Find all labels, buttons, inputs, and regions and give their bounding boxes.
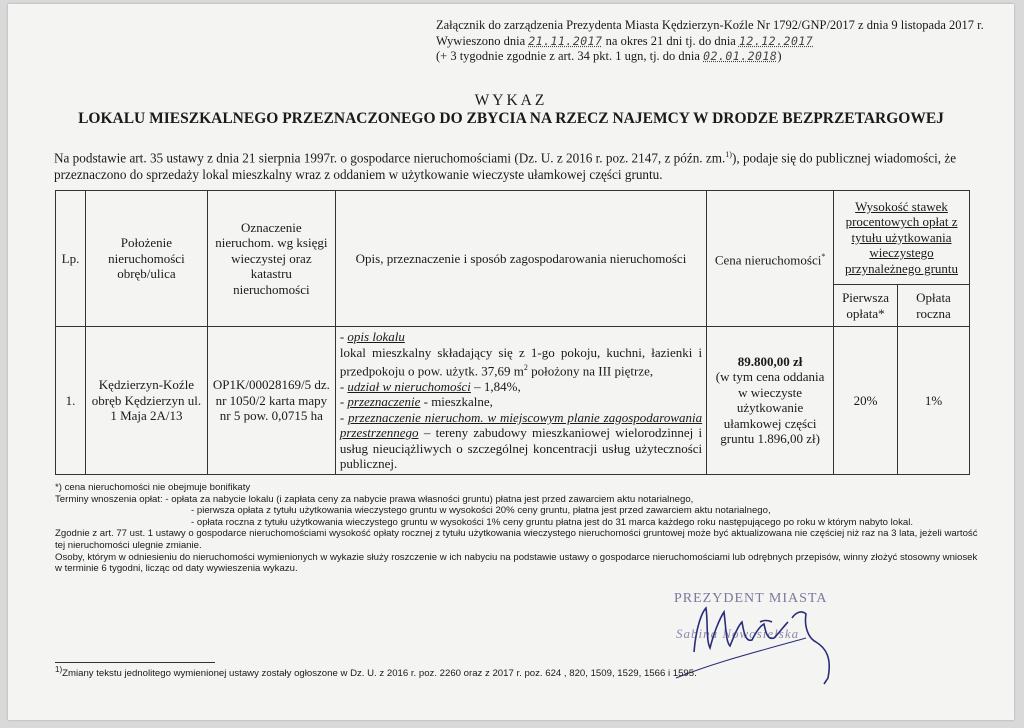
extension-close: ) bbox=[777, 49, 782, 63]
stamp-name: Sabina Nowosielska bbox=[676, 626, 800, 641]
intro-text-cont: ), podaje się do publicznej wiadomości, że przeznaczono do sprzedaży lokal mieszkalny wraz z oddaniem w użytkowanie wieczyste ułamkowej części gruntu. bbox=[54, 150, 957, 183]
footnote-price: *) cena nieruchomości nie obejmuje bonifikaty bbox=[55, 482, 251, 493]
header-price-mark: * bbox=[821, 252, 826, 262]
posted-label: Wywieszono dnia bbox=[436, 33, 529, 48]
plan-label: przeznaczenie nieruchom. w miejscowym planie zagospodarowania przestrzennego bbox=[339, 409, 703, 441]
purpose-dash: - bbox=[339, 394, 348, 410]
law-footnote-text: Zmiany tekstu jednolitego wymienionej ustawy zostały ogłoszone w Dz. U. z 2016 r. poz. 2260 oraz z 2017 r. poz. 624 , 820, 1509, 1529, 1566 i 1595. bbox=[62, 668, 697, 680]
footnote-annual-fee: - opłata roczna z tytułu użytkowania wieczystego gruntu w wysokości 1% ceny gruntu płatna jest do 31 marca każdego roku następującego po roku w którym nabyto lokal. bbox=[191, 516, 914, 528]
header-line-1: Załącznik do zarządzenia Prezydenta Miasta Kędzierzyn-Koźle Nr 1792/GNP/2017 z dnia 9 listopada 2017 r. bbox=[436, 18, 984, 32]
header-rates bbox=[834, 191, 970, 285]
document-title: WYKAZ bbox=[474, 92, 548, 109]
cell-location: Kędzierzyn-Koźle obręb Kędzierzyn ul. 1 Maja 2A/13 bbox=[85, 327, 207, 475]
desc-text: lokal mieszkalny składający się z 1-go pokoju, kuchni, łazienki i przedpokoju o pow. użytk. 37,69 m bbox=[339, 344, 703, 379]
until-date-handwritten: 12.12.2017 bbox=[738, 33, 814, 48]
cell-annual-fee: 1% bbox=[898, 327, 970, 475]
header-description: Opis, przeznaczenie i sposób zagospodarowania nieruchomości bbox=[335, 191, 706, 327]
intro-text: Na podstawie art. 35 ustawy z dnia 21 sierpnia 1997r. o gospodarce nieruchomościami (Dz. U. z 2016 r. poz. 2147, z późn. zm. bbox=[54, 150, 726, 166]
header-line-3 bbox=[436, 49, 984, 65]
intro-footnote-ref: 1) bbox=[725, 150, 732, 159]
table-row bbox=[56, 327, 970, 475]
cell-first-fee: 20% bbox=[834, 327, 898, 475]
footnote-claims: Osoby, którym w odniesieniu do nieruchomości wymienionych w wykazie służy roszczenie w ich nabyciu na podstawie ustawy o gospodarce nieruchomościami lub odrębnych przepisów, winny złożyć stosowny wniosek w terminie 6 tygodni, licząc od daty wywieszenia wykazu. bbox=[55, 551, 978, 575]
header-price-label: Cena nieruchomości bbox=[714, 252, 822, 268]
extension-label: (+ 3 tygodnie zgodnie z art. 34 pkt. 1 ugn, tj. do dnia bbox=[436, 49, 704, 63]
document-page bbox=[8, 4, 1014, 720]
cell-designation: OP1K/00028169/5 dz. nr 1050/2 karta mapy nr 5 pow. 0,0715 ha bbox=[207, 327, 335, 475]
header-lp: Lp. bbox=[56, 191, 86, 327]
share-label: udział w nieruchomości bbox=[347, 378, 471, 394]
price-detail: (w tym cena oddania w wieczyste użytkowanie ułamkowej części gruntu 1.896,00 zł) bbox=[715, 369, 825, 447]
footnotes bbox=[55, 482, 980, 575]
property-table bbox=[55, 190, 970, 475]
table-header-row bbox=[56, 191, 970, 285]
plan-dash: - bbox=[339, 409, 348, 425]
cell-lp: 1. bbox=[56, 327, 86, 475]
footnote-first-fee: - pierwsza opłata z tytułu użytkowania wieczystego gruntu w wysokości 20% ceny gruntu, płatna jest przed zawarciem aktu notarialnego, bbox=[191, 505, 771, 517]
purpose-value: - mieszkalne, bbox=[420, 394, 493, 410]
footnote-terms: Terminy wnoszenia opłat: - opłata za nabycie lokalu (i zapłata ceny za nabycie prawa własności gruntu) płatna jest przed zawarciem aktu notarialnego, bbox=[55, 493, 694, 505]
document-subtitle: LOKALU MIESZKALNEGO PRZEZNACZONEGO DO ZBYCIA NA RZECZ NAJEMCY W DRODZE BEZPRZETARGOWEJ bbox=[78, 110, 944, 127]
stamp-title: PREZYDENT MIASTA bbox=[674, 591, 828, 606]
desc-dash: - bbox=[339, 329, 348, 344]
document-header bbox=[436, 18, 984, 65]
desc-text-cont: położony na III piętrze, bbox=[527, 363, 654, 379]
law-footnote-mark: 1) bbox=[55, 665, 63, 674]
price-value: 89.800,00 zł bbox=[737, 353, 803, 369]
cell-description bbox=[335, 327, 706, 475]
share-value: – 1,84%, bbox=[470, 378, 521, 394]
footnote-update: Zgodnie z art. 77 ust. 1 ustawy o gospodarce nieruchomościami wysokość opłaty rocznej z tytułu użytkowania wieczystego nieruchomości gruntowej może być aktualizowana nie częściej niż raz na 3 lata, jeżeli wartość tej nieruchomości ulegnie zmianie. bbox=[55, 528, 978, 551]
header-first-fee: Pierwsza opłata* bbox=[834, 285, 898, 327]
header-rates-label: Wysokość stawek procentowych opłat z tytułu użytkowania wieczystego przynależnego gruntu bbox=[845, 198, 959, 276]
posted-date-handwritten: 21.11.2017 bbox=[528, 33, 603, 48]
header-annual-fee: Opłata roczna bbox=[898, 285, 970, 327]
plan-value: – tereny zabudowy mieszkaniowej wielorodzinnej i usług nieuciążliwych o szczególnej koncentracji usług użyteczności publicznej. bbox=[339, 425, 703, 472]
desc-sup: 2 bbox=[523, 363, 528, 372]
intro-paragraph bbox=[54, 146, 974, 183]
header-price bbox=[707, 191, 834, 327]
extension-date-handwritten: 02.01.2018 bbox=[703, 49, 778, 63]
header-line-2 bbox=[436, 34, 984, 50]
header-location: Położenie nieruchomości obręb/ulica bbox=[85, 191, 207, 327]
footnote-divider bbox=[55, 662, 215, 663]
period-label: na okres 21 dni tj. do dnia bbox=[602, 33, 739, 48]
cell-price bbox=[707, 327, 834, 475]
desc-label: opis lokalu bbox=[347, 329, 405, 344]
purpose-label: przeznaczenie bbox=[347, 394, 421, 410]
header-designation: Oznaczenie nieruchom. wg księgi wieczystej oraz katastru nieruchomości bbox=[207, 191, 335, 327]
footnote-law-changes bbox=[55, 665, 697, 679]
share-dash: - bbox=[339, 378, 348, 394]
